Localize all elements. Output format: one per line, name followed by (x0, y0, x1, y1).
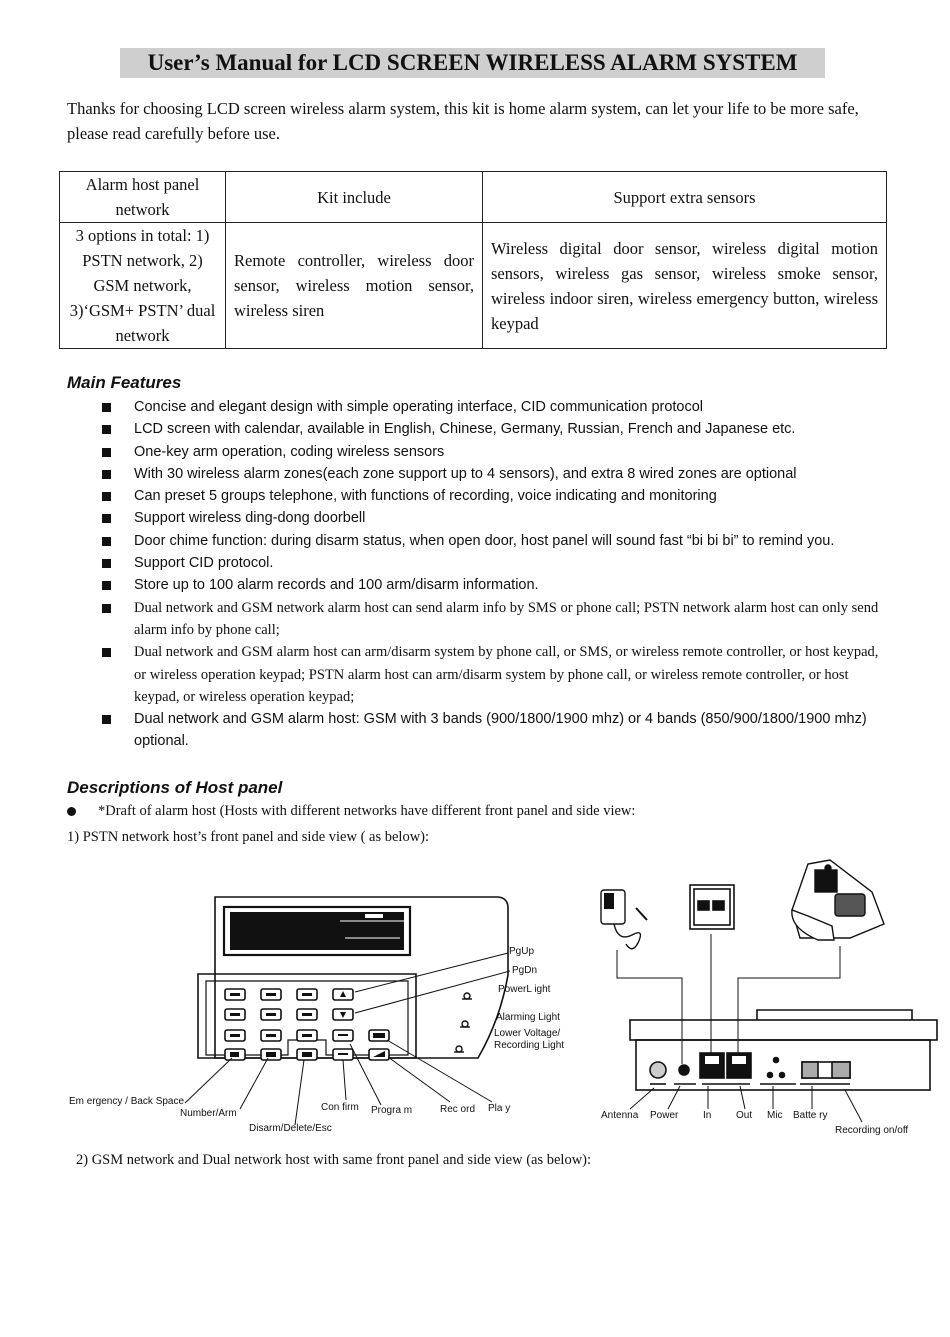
power-adapter-icon (601, 890, 647, 949)
square-bullet-icon (102, 425, 111, 434)
side-view-drawing (630, 1010, 937, 1090)
pgup-label: PgUp (509, 946, 535, 957)
play-label: Pla y (488, 1103, 511, 1114)
out-label: Out (736, 1110, 753, 1121)
page-title: User’s Manual for LCD SCREEN WIRELESS ALARM SYSTEM (120, 48, 825, 78)
descriptions-heading: Descriptions of Host panel (67, 778, 283, 797)
table-header-cell: Kit include (226, 172, 483, 223)
telephone-icon (792, 860, 884, 940)
list-item: One-key arm operation, coding wireless sensors (100, 441, 880, 463)
square-bullet-icon (102, 559, 111, 568)
square-bullet-icon (102, 581, 111, 590)
in-label: In (703, 1110, 712, 1121)
square-bullet-icon (102, 715, 111, 724)
recording-light-label: Recording Light (494, 1040, 565, 1051)
gsm-caption: 2) GSM network and Dual network host with same front panel and side view (as below): (76, 1152, 592, 1168)
list-item: LCD screen with calendar, available in English, Chinese, Germany, Russian, French and Japanese etc. (100, 418, 880, 440)
power-light-label: PowerL ight (498, 984, 551, 995)
program-label: Progra m (371, 1105, 413, 1116)
intro-paragraph: Thanks for choosing LCD screen wireless alarm system, this kit is home alarm system, can let your life to be more safe, please read carefully before use. (67, 99, 859, 143)
square-bullet-icon (102, 537, 111, 546)
table-header-cell: Alarm host panel network (60, 172, 226, 223)
main-features-heading: Main Features (67, 373, 182, 392)
table-header-row (60, 172, 887, 223)
list-item: Support CID protocol. (100, 552, 880, 574)
recording-onoff-label: Recording on/off (835, 1125, 909, 1136)
lower-voltage-label: Lower Voltage/ (494, 1028, 561, 1039)
table-header-cell: Support extra sensors (483, 172, 887, 223)
keypad-buttons (225, 989, 389, 1060)
square-bullet-icon (102, 448, 111, 457)
list-item: Door chime function: during disarm status, when open door, host panel will sound fast “bi bi bi” to remind you. (100, 530, 880, 552)
host-panel-figure (0, 850, 950, 1150)
square-bullet-icon (102, 514, 111, 523)
number-arm-label: Number/Arm (180, 1108, 237, 1119)
button-glyphs (230, 991, 385, 1057)
square-bullet-icon (102, 492, 111, 501)
alarming-light-label: Alarming Light (496, 1012, 560, 1023)
connector-lines (617, 934, 840, 1064)
indicator-lights (454, 993, 472, 1052)
list-item: Dual network and GSM alarm host: GSM with 3 bands (900/1800/1900 mhz) or 4 bands (850/900/1800/1900 mhz) optional. (100, 708, 880, 753)
table-cell: Remote controller, wireless door sensor, wireless motion sensor, wireless siren (226, 223, 483, 349)
list-item: Support wireless ding-dong doorbell (100, 507, 880, 529)
features-list (100, 396, 880, 753)
power-label: Power (650, 1110, 679, 1121)
battery-label: Batte ry (793, 1110, 828, 1121)
round-bullet-icon (67, 807, 76, 816)
table-row (60, 223, 887, 349)
disarm-label: Disarm/Delete/Esc (249, 1123, 332, 1134)
table-cell: Wireless digital door sensor, wireless digital motion sensors, wireless gas sensor, wireless smoke sensor, wireless indoor siren, wireless emergency button, wireless keypad (483, 223, 887, 349)
square-bullet-icon (102, 403, 111, 412)
side-view-labels (601, 1110, 908, 1136)
pgdn-label: PgDn (512, 965, 538, 976)
kit-table (59, 171, 887, 349)
draft-bullet: *Draft of alarm host (Hosts with different networks have different front panel and side view: (67, 803, 635, 820)
record-label: Rec ord (440, 1104, 476, 1115)
list-item: Concise and elegant design with simple operating interface, CID communication protocol (100, 396, 880, 418)
antenna-label: Antenna (601, 1110, 639, 1121)
emergency-label: Em ergency / Back Space (69, 1096, 185, 1107)
list-item: Dual network and GSM alarm host can arm/disarm system by phone call, or SMS, or wireless remote controller, or host keypad, or wireless operation keypad; PSTN alarm host can arm/disarm system by phone call, or wireless remote controller, or host keypad, or wireless operation keypad; (100, 641, 880, 708)
list-item: With 30 wireless alarm zones(each zone support up to 4 sensors), and extra 8 wired zones are optional (100, 463, 880, 485)
table-cell: 3 options in total: 1) PSTN network, 2) GSM network, 3)‘GSM+ PSTN’ dual network (60, 223, 226, 349)
list-item: Can preset 5 groups telephone, with functions of recording, voice indicating and monitoring (100, 485, 880, 507)
pstn-caption: 1) PSTN network host’s front panel and side view ( as below): (67, 829, 430, 845)
list-item: Dual network and GSM network alarm host can send alarm info by SMS or phone call; PSTN network alarm host can only send alarm info by phone call; (100, 597, 880, 642)
list-item: Store up to 100 alarm records and 100 arm/disarm information. (100, 574, 880, 596)
square-bullet-icon (102, 648, 111, 657)
confirm-label: Con firm (321, 1102, 359, 1113)
wall-jack-icon (690, 885, 734, 929)
mic-label: Mic (767, 1110, 783, 1121)
square-bullet-icon (102, 604, 111, 613)
square-bullet-icon (102, 470, 111, 479)
